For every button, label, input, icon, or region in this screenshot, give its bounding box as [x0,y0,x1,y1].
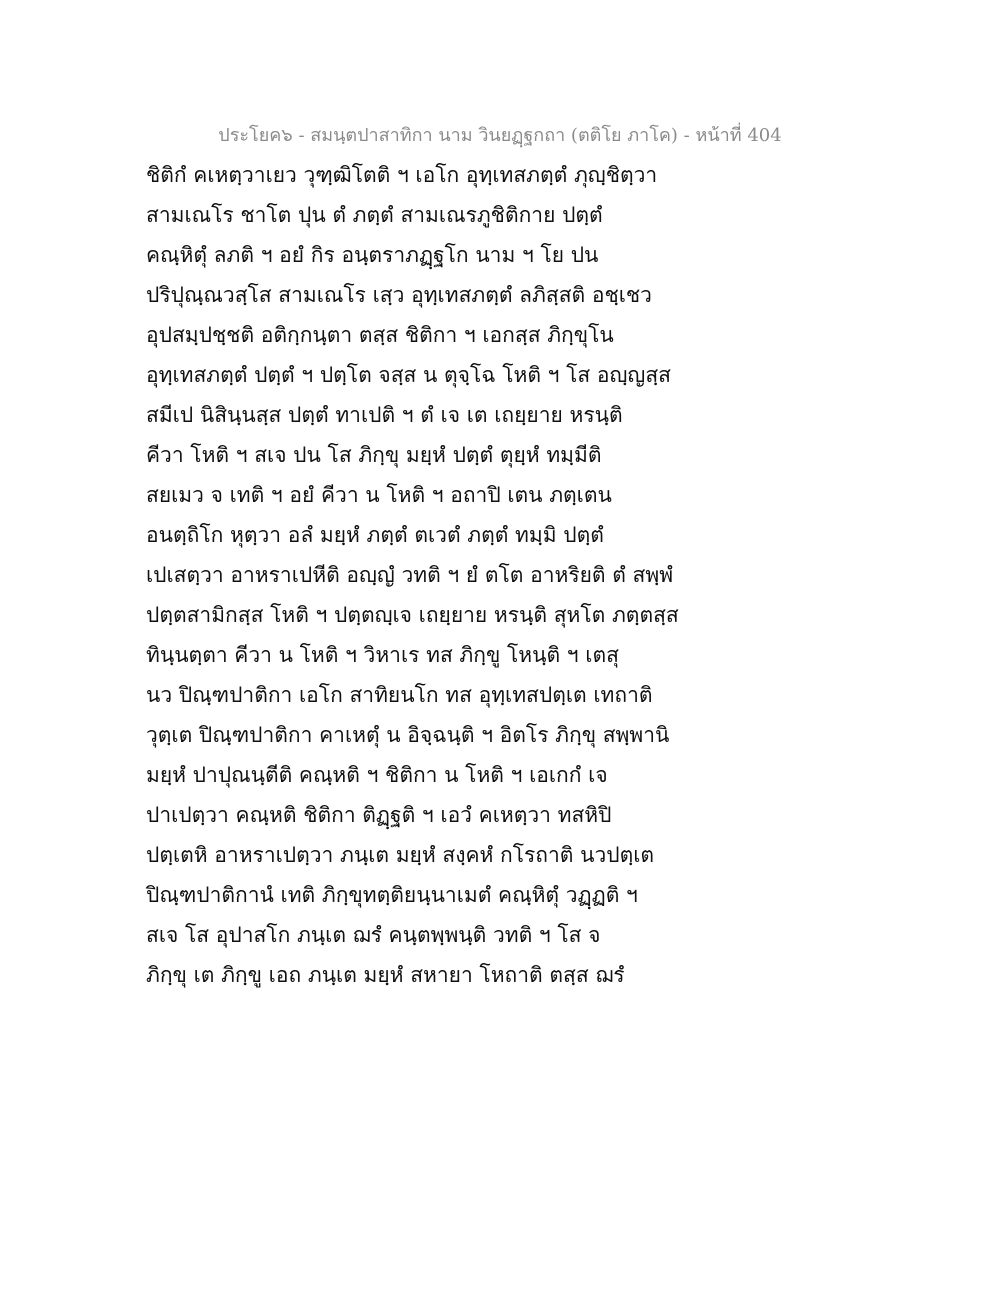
text-line: สยเมว จ เทติ ฯ อยํ คีวา น โหติ ฯ อถาปิ เตน ภตฺเตน [146,483,612,507]
text-line: ภิกฺขุ เต ภิกฺขู เอถ ภนฺเต มยฺหํ สหายา โหถาติ ตสฺส ฌรํ [146,963,625,987]
text-line: คณฺหิตุํ ลภติ ฯ อยํ กิร อนฺตราภฏฺฐโก นาม ฯ โย ปน [146,243,599,267]
text-line: ทินฺนตฺตา คีวา น โหติ ฯ วิหาเร ทส ภิกฺขู โหนฺติ ฯ เตสุ [146,643,619,667]
text-line: สมีเป นิสินฺนสฺส ปตฺตํ ทาเปติ ฯ ตํ เจ เต เถยฺยาย หรนฺติ [146,403,623,427]
document-body [146,160,866,1000]
text-line: เปเสตฺวา อาหราเปหีติ อญฺญํ วทติ ฯ ยํ ตโต อาหริยติ ตํ สพฺพํ [146,563,674,587]
text-line: นว ปิณฺฑปาติกา เอโก สาทิยนโก ทส อุทฺเทสปตฺเต เทถาติ [146,683,653,707]
text-line: อุทฺเทสภตฺตํ ปตฺตํ ฯ ปตฺโต จสฺส น ตุจฺโฉ โหติ ฯ โส อญฺญสฺส [146,363,671,387]
text-line: ปริปุณฺณวสฺโส สามเณโร เสฺว อุทฺเทสภตฺตํ ลภิสฺสติ อชฺเชว [146,283,652,307]
text-line: วุตฺเต ปิณฺฑปาติกา คาเหตุํ น อิจฺฉนฺติ ฯ อิตโร ภิกฺขุ สพฺพานิ [146,723,670,747]
text-line: สเจ โส อุปาสโก ภนฺเต ฌรํ คนฺตพฺพนฺติ วทติ ฯ โส จ [146,923,601,947]
text-line: สามเณโร ชาโต ปุน ตํ ภตฺตํ สามเณรภูชิติกาย ปตฺตํ [146,203,603,227]
text-line: ปตฺเตหิ อาหราเปตฺวา ภนฺเต มยฺหํ สงฺคหํ กโรถาติ นวปตฺเต [146,843,655,867]
text-line: ชิติกํ คเหตฺวาเยว วุฑฺฒิโตติ ฯ เอโก อุทฺเทสภตฺตํ ภุญฺชิตฺวา [146,163,658,187]
text-line: ปตฺตสามิกสฺส โหติ ฯ ปตฺตญฺเจ เถยฺยาย หรนฺติ สุหโต ภตฺตสฺส [146,603,679,627]
text-line: ปาเปตฺวา คณฺหติ ชิติกา ติฏฺฐติ ฯ เอวํ คเหตฺวา ทสหิปิ [146,803,612,827]
text-line: อนตฺถิโก หุตฺวา อลํ มยฺหํ ภตฺตํ ตเวตํ ภตฺตํ ทมฺมิ ปตฺตํ [146,523,604,547]
text-line: อุปสมฺปชฺชติ อติกฺกนฺตา ตสฺส ชิติกา ฯ เอกสฺส ภิกฺขุโน [146,323,614,347]
text-line: ปิณฺฑปาติกานํ เทติ ภิกฺขุทตฺติยนฺนาเมตํ คณฺหิตุํ วฏฺฏติ ฯ [146,883,638,907]
page-header: ประโยค๖ - สมนฺตปาสาทิกา นาม วินยฏฺฐกถา (ตติโย ภาโค) - หน้าที่ 404 [218,125,782,146]
text-line: คีวา โหติ ฯ สเจ ปน โส ภิกฺขุ มยฺหํ ปตฺตํ ตุยฺหํ ทมฺมีติ [146,443,602,467]
text-line: มยฺหํ ปาปุณนฺตีติ คณฺหติ ฯ ชิติกา น โหติ ฯ เอเกกํ เจ [146,763,608,787]
